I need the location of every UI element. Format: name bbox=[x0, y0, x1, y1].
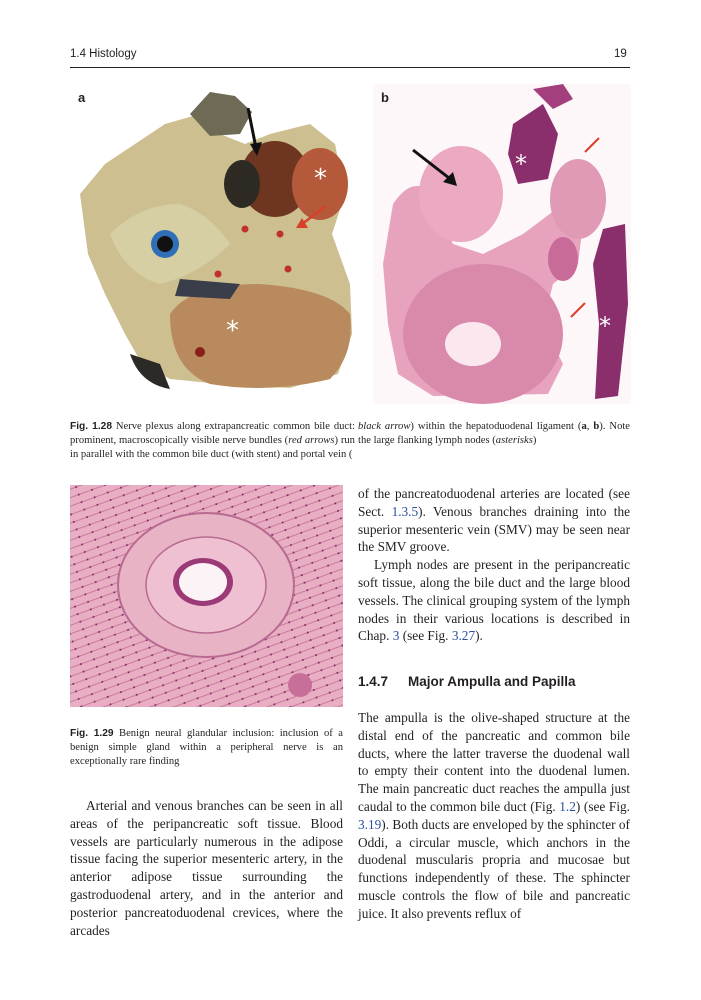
red-arrow-icon bbox=[290, 202, 330, 232]
right-body-text bbox=[358, 485, 630, 645]
right-body-text-ampulla bbox=[358, 709, 630, 923]
chapter-link[interactable]: 3 bbox=[392, 628, 400, 644]
red-arrow-icon bbox=[581, 136, 601, 156]
section-heading bbox=[358, 674, 576, 689]
asterisk-marker: * bbox=[599, 312, 611, 340]
panel-a-label: a bbox=[78, 90, 86, 105]
asterisk-marker: * bbox=[515, 150, 527, 178]
figure-link[interactable]: 3.27 bbox=[451, 628, 476, 644]
figure-1-28-caption-right: black arrow) within the hepatoduodenal ligament (a, b). Note the large flanking lymph nodes (asterisks) bbox=[358, 421, 631, 447]
red-arrow-icon bbox=[569, 299, 589, 319]
paragraph: Arterial and venous branches can be seen in all areas of the peripancreatic soft tissue. Blood vessels are particularly numerous in the adipose tissue facing the superior mesenteric artery, in the anterior adipose tissue surrounding the gastroduodenal artery, and in the anterior and posterior pancreatoduodenal crevices, where the arcades bbox=[70, 798, 343, 938]
section-title: Major Ampulla and Papilla bbox=[408, 674, 576, 689]
figure-1-28a-gross-photo bbox=[70, 84, 353, 396]
paragraph: The ampulla is the olive-shaped structure at the distal end of the pancreatic and common bile ducts, where the latter traverse the duodenal wall to empty their content into the duodenal lumen. The main pancreatic duct reaches the ampulla just caudal to the common bile duct (Fig. 1.2) (see Fig. 3.19). Both ducts are enveloped by the sphincter of Oddi, a circular muscle, which anchors in the duodenal muscularis propria and mucosae but functions independently of these. The sphincter muscle controls the flow of bile and pancreatic juice. It also prevents reflux of bbox=[358, 710, 630, 921]
paragraph: Lymph nodes are present in the peripancreatic soft tissue, along the bile duct and the large blood vessels. The clinical grouping system of the lymph nodes in their various locations is described in Chap. 3 (see Fig. 3.27). bbox=[358, 557, 630, 644]
running-head-section: 1.4 Histology bbox=[70, 48, 137, 60]
figure-number: Fig. 1.29 bbox=[70, 728, 114, 739]
panel-b-label: b bbox=[381, 90, 389, 105]
asterisk-marker: * bbox=[226, 316, 239, 346]
black-arrow-icon bbox=[411, 148, 461, 188]
page-number: 19 bbox=[614, 48, 627, 60]
left-body-text bbox=[70, 797, 343, 939]
figure-link[interactable]: 1.2 bbox=[559, 798, 576, 814]
section-number: 1.4.7 bbox=[358, 674, 389, 689]
figure-1-29-caption: Fig. 1.29 Benign neural glandular inclusion: inclusion of a benign simple gland within a peripheral nerve is an exceptionally rare finding bbox=[70, 728, 343, 768]
asterisk-marker: * bbox=[314, 164, 327, 194]
black-arrow-icon bbox=[240, 106, 264, 156]
header-rule bbox=[70, 67, 630, 68]
figure-1-29-histology bbox=[70, 485, 343, 707]
figure-1-28b-histology bbox=[373, 84, 631, 404]
section-link[interactable]: 1.3.5 bbox=[391, 503, 419, 519]
figure-1-28-caption-left: Fig. 1.28 Nerve plexus along extrapancreatic common bile duct: prominent, macroscopically visible nerve bundles (red arrows) run in parallel with the common bile duct (with stent) and portal vein ( bbox=[70, 421, 356, 461]
figure-number: Fig. 1.28 bbox=[70, 421, 112, 432]
paragraph: of the pancreatoduodenal arteries are located (see Sect. 1.3.5). Venous branches draining into the superior mesenteric vein (SMV) may be seen near the SMV groove. bbox=[358, 486, 630, 555]
figure-link[interactable]: 3.19 bbox=[358, 816, 382, 832]
